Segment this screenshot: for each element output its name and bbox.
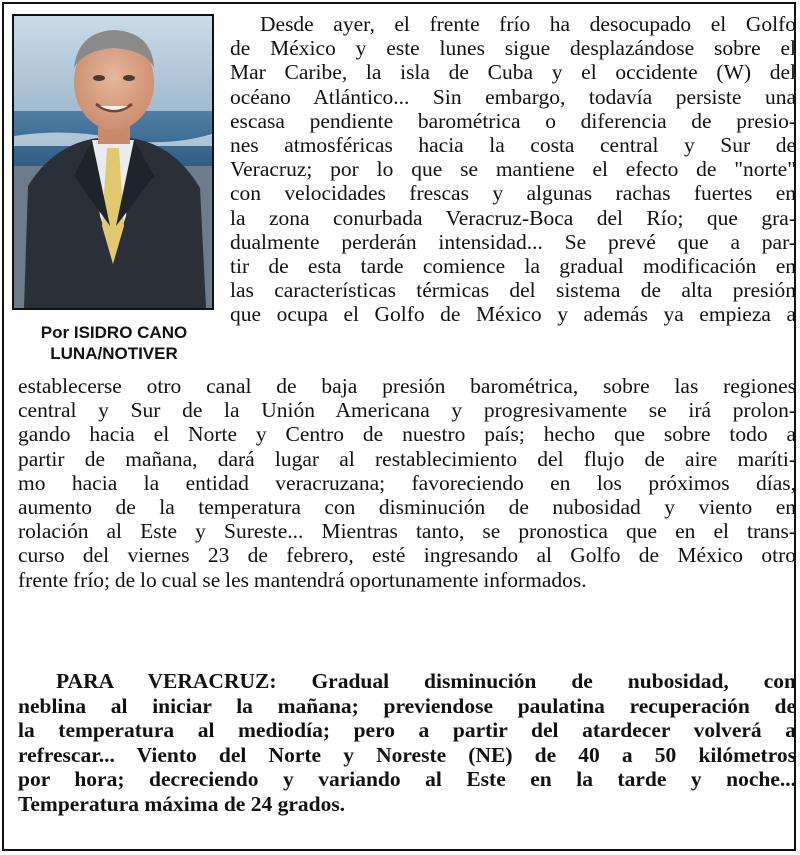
story-line: Mar Caribe, la isla de Cuba y el occidente (W) del — [230, 60, 796, 85]
story-line: tir de esta tarde comience la gradual modificación en — [230, 254, 796, 279]
story-line: Desde ayer, el frente frío ha desocupado el Golfo — [260, 12, 796, 36]
author-byline: Por ISIDRO CANO LUNA/NOTIVER — [40, 323, 188, 363]
forecast-line-last: Temperatura máxima de 24 grados. — [18, 791, 346, 816]
story-line: curso del viernes 23 de febrero, esté ingresando al Golfo de México otro — [18, 543, 796, 568]
story-line: con velocidades frescas y algunas rachas fuertes en — [230, 181, 796, 206]
story-line: escasa pendiente barométrica o diferencia de presio- — [230, 108, 796, 133]
story-paragraph-continued — [18, 374, 796, 592]
article-frame — [2, 2, 796, 851]
story-line: gando hacia el Norte y Centro de nuestro país; hecho que sobre todo a — [18, 422, 796, 447]
story-line: nes atmosféricas hacia la costa central y Sur de — [230, 133, 796, 158]
story-line: océano Atlántico... Sin embargo, todavía persiste una — [230, 84, 796, 109]
story-line: de México y este lunes sigue desplazándose sobre el — [230, 36, 796, 61]
story-line: Veracruz; por lo que se mantiene el efecto de "norte" — [230, 157, 796, 182]
forecast-line: PARA VERACRUZ: Gradual disminución de nubosidad, con — [56, 669, 796, 693]
story-line: mo hacia la entidad veracruzana; favoreciendo en los próximos días, — [18, 470, 796, 495]
forecast-line: refrescar... Viento del Norte y Noreste (NE) de 40 a 50 kilómetros — [18, 742, 796, 767]
story-line: establecerse otro canal de baja presión barométrica, sobre las regiones — [18, 374, 796, 398]
veracruz-forecast — [18, 669, 796, 816]
story-line: rolación al Este y Sureste... Mientras tanto, se pronostica que en el trans- — [18, 519, 796, 544]
forecast-line: neblina al iniciar la mañana; previendose paulatina recuperación de — [18, 693, 796, 718]
portrait-icon — [14, 16, 212, 308]
forecast-line: la temperatura al mediodía; pero a partir del atardecer volverá a — [18, 718, 796, 742]
forecast-line: por hora; decreciendo y variando al Este en la tarde y noche... — [18, 767, 796, 791]
story-line: central y Sur de la Unión Americana y progresivamente se irá prolon- — [18, 398, 796, 423]
story-line: las características térmicas del sistema de alta presión — [230, 278, 796, 303]
story-paragraph-top — [230, 12, 796, 327]
story-line: aumento de la temperatura con disminución de nubosidad y viento en — [18, 495, 796, 520]
story-line: dualmente perderán intensidad... Se prevé que a par- — [230, 229, 796, 254]
story-line-last: frente frío; de lo cual se les mantendrá oportunamente informados. — [18, 567, 587, 592]
story-line: que ocupa el Golfo de México y además ya empieza a — [230, 302, 796, 327]
story-line: la zona conurbada Veracruz-Boca del Río; que gra- — [230, 205, 796, 230]
story-line: partir de mañana, dará lugar al restablecimiento del flujo de aire maríti- — [18, 446, 796, 471]
author-photo — [12, 14, 214, 310]
